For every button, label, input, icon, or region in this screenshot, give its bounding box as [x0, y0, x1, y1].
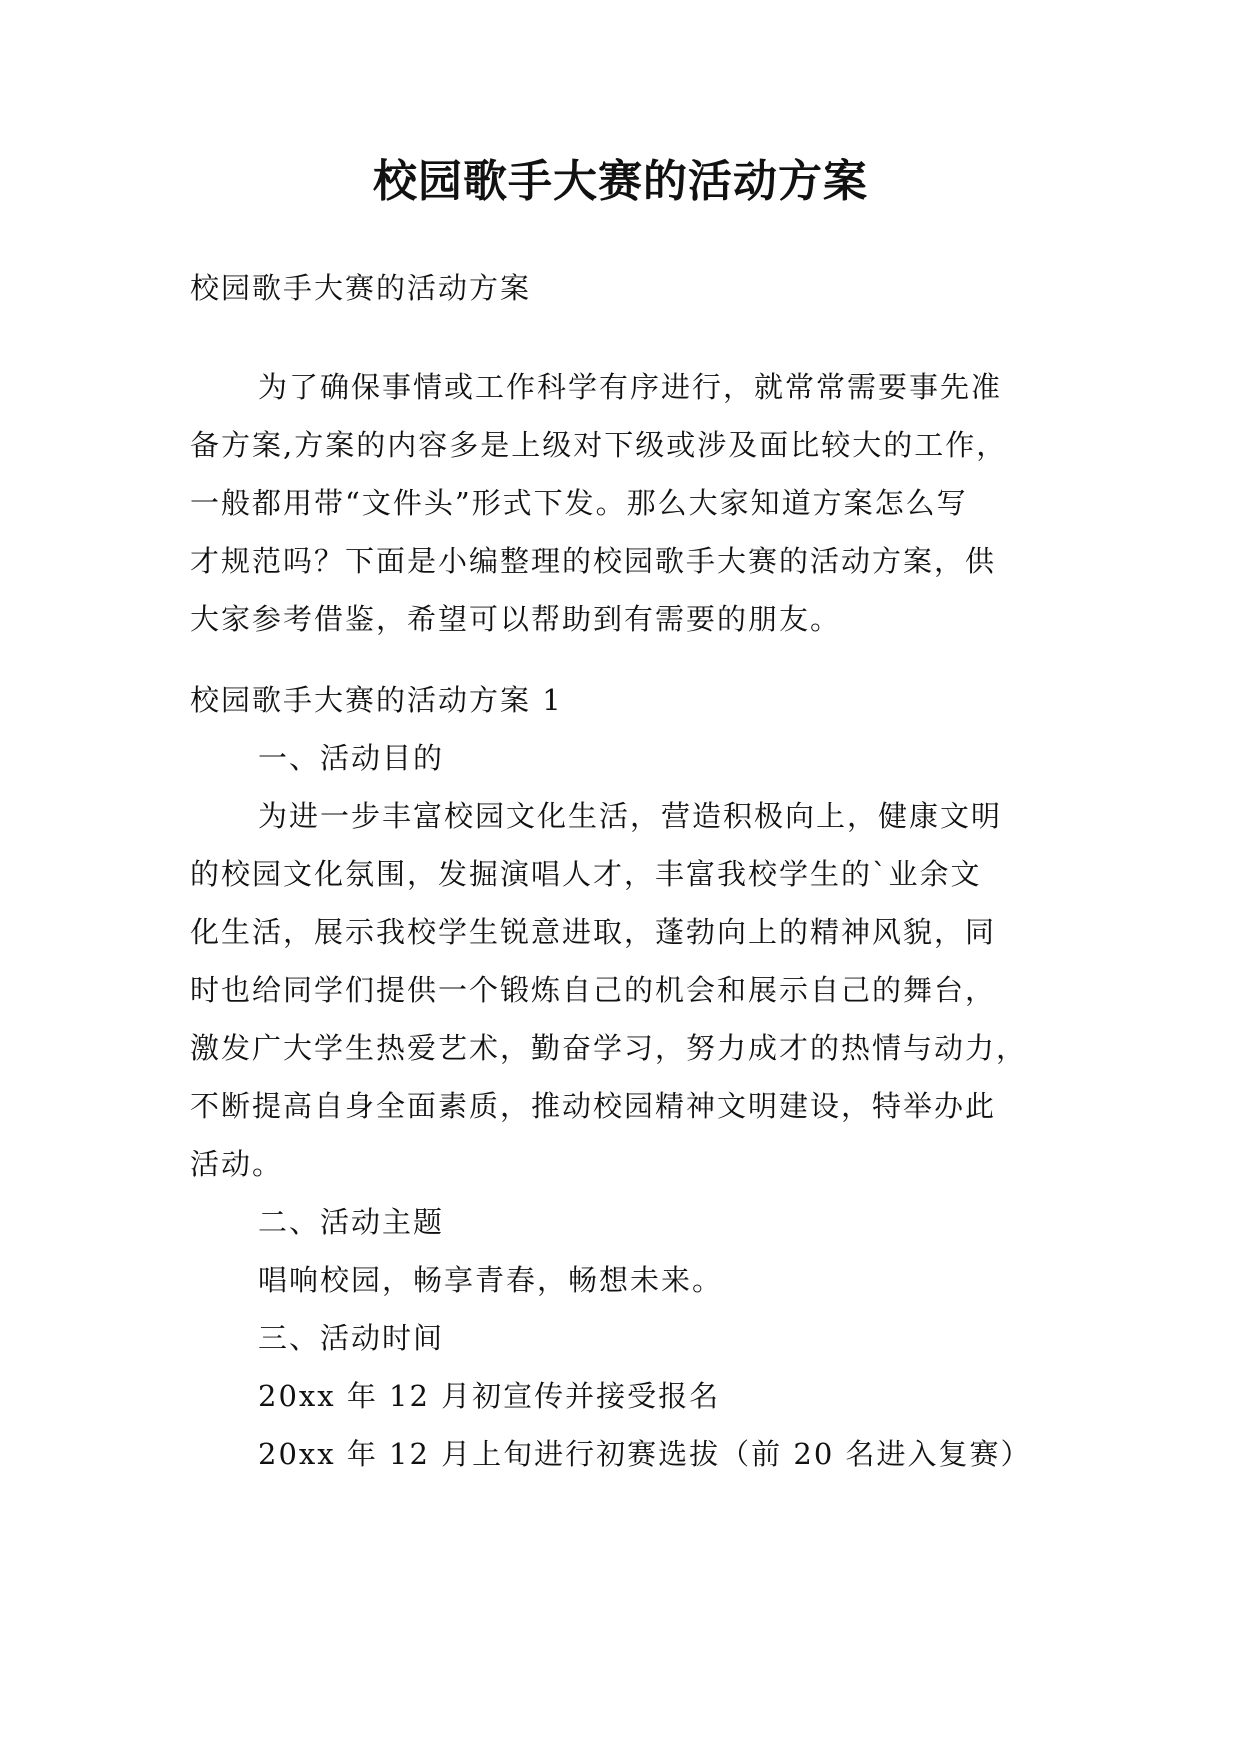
intro-line: 大家参考借鉴，希望可以帮助到有需要的朋友。: [190, 602, 842, 636]
purpose-line: 化生活，展示我校学生锐意进取，蓬勃向上的精神风貌，同: [190, 915, 997, 949]
time-item: 20xx 年 12 月初宣传并接受报名: [258, 1379, 721, 1413]
theme-heading: 二、活动主题: [258, 1205, 445, 1239]
purpose-line: 时也给同学们提供一个锻炼自己的机会和展示自己的舞台，: [190, 973, 997, 1007]
theme-text: 唱响校园，畅享青春，畅想未来。: [258, 1263, 724, 1297]
document-subtitle-block: [190, 259, 1070, 317]
document-subtitle: 校园歌手大赛的活动方案: [190, 271, 532, 305]
section-heading: 校园歌手大赛的活动方案 1: [190, 683, 563, 717]
intro-line: 才规范吗？下面是小编整理的校园歌手大赛的活动方案，供: [190, 544, 997, 578]
purpose-line: 激发广大学生热爱艺术，勤奋学习，努力成才的热情与动力，: [190, 1031, 1028, 1065]
intro-line: 一般都用带“文件头”形式下发。那么大家知道方案怎么写: [190, 486, 968, 520]
intro-line: 备方案,方案的内容多是上级对下级或涉及面比较大的工作，: [190, 428, 1008, 462]
document-title: 校园歌手大赛的活动方案: [373, 156, 868, 207]
purpose-line: 为进一步丰富校园文化生活，营造积极向上，健康文明: [258, 799, 1003, 833]
time-heading: 三、活动时间: [258, 1321, 445, 1355]
purpose-heading: 一、活动目的: [258, 741, 445, 775]
intro-paragraph: [190, 358, 1070, 648]
section-1: [190, 671, 1070, 1483]
purpose-line: 活动。: [190, 1147, 284, 1181]
intro-line: 为了确保事情或工作科学有序进行，就常常需要事先准: [258, 370, 1003, 404]
purpose-line: 的校园文化氛围，发掘演唱人才，丰富我校学生的`业余文: [190, 857, 982, 891]
time-item: 20xx 年 12 月上旬进行初赛选拔（前 20 名进入复赛）: [258, 1437, 1032, 1471]
purpose-line: 不断提高自身全面素质，推动校园精神文明建设，特举办此: [190, 1089, 997, 1123]
